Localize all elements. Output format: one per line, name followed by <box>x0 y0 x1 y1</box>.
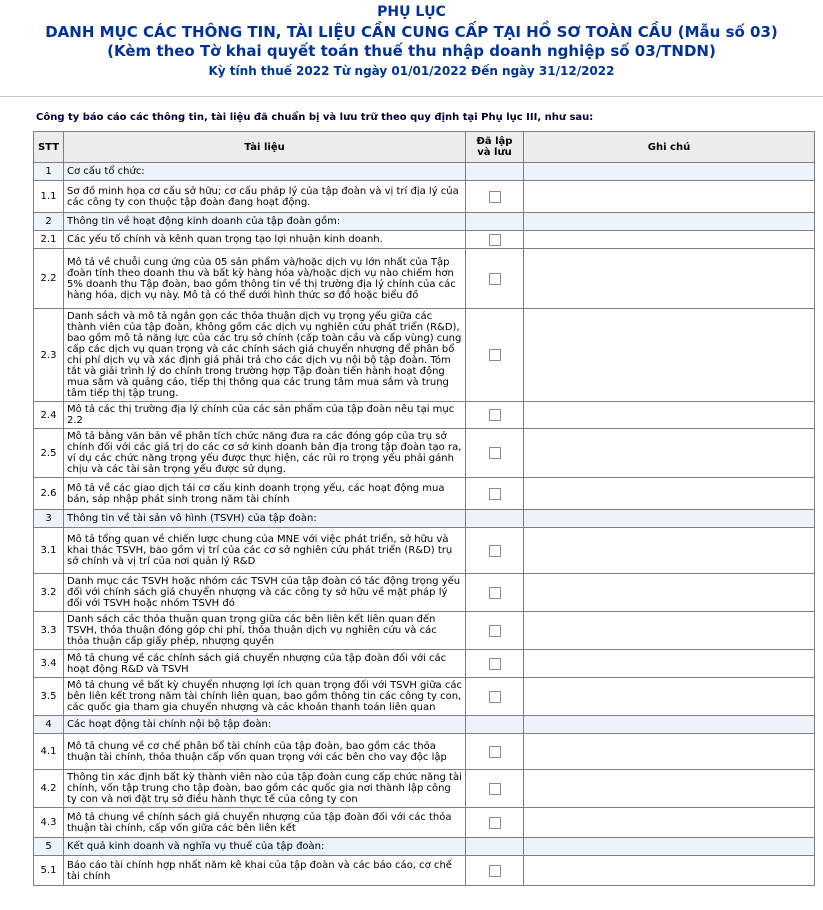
row-number: 2.6 <box>34 478 64 510</box>
saved-cell <box>466 309 524 402</box>
row-number: 1 <box>34 163 64 181</box>
document-description: Các yếu tố chính và kênh quan trọng tạo lợi nhuận kinh doanh. <box>64 231 466 249</box>
col-header-document: Tài liệu <box>64 132 466 163</box>
row-number: 3.3 <box>34 612 64 650</box>
divider <box>0 96 823 97</box>
row-number: 5.1 <box>34 856 64 886</box>
row-number: 3.1 <box>34 528 64 574</box>
document-description: Thông tin về hoạt động kinh doanh của tập đoàn gồm: <box>64 213 466 231</box>
saved-checkbox[interactable] <box>489 349 501 361</box>
note-cell[interactable] <box>524 528 815 574</box>
table-row <box>34 478 815 510</box>
note-cell[interactable] <box>524 574 815 612</box>
section-row <box>34 213 815 231</box>
table-row <box>34 429 815 478</box>
col-header-saved: Đã lập và lưu <box>466 132 524 163</box>
section-row <box>34 510 815 528</box>
document-description: Mô tả chung về chính sách giá chuyển nhượng của tập đoàn đối với các thỏa thuận tài chính, cấp vốn giữa các bên liên kết <box>64 808 466 838</box>
row-number: 2.5 <box>34 429 64 478</box>
saved-cell <box>466 838 524 856</box>
row-number: 2.1 <box>34 231 64 249</box>
document-description: Danh mục các TSVH hoặc nhóm các TSVH của tập đoàn có tác động trọng yếu đối với chính sách giá chuyển nhượng và các công ty sở hữu về mặt pháp lý đối với TSVH hoặc nhóm TSVH đó <box>64 574 466 612</box>
saved-checkbox[interactable] <box>489 783 501 795</box>
document-description: Cơ cấu tổ chức: <box>64 163 466 181</box>
saved-cell <box>466 770 524 808</box>
document-description: Mô tả về chuỗi cung ứng của 05 sản phẩm và/hoặc dịch vụ lớn nhất của Tập đoàn tính theo doanh thu và bất kỳ hàng hóa và/hoặc dịch vụ nào chiếm hơn 5% doanh thu Tập đoàn, bao gồm thông tin về thị trường địa lý chính của các hàng hóa, dịch vụ này. Mô tả có thể dưới hình thức sơ đồ hoặc biểu đồ <box>64 249 466 309</box>
document-description: Các hoạt động tài chính nội bộ tập đoàn: <box>64 716 466 734</box>
document-description: Danh sách và mô tả ngắn gọn các thỏa thuận dịch vụ trọng yếu giữa các thành viên của tập đoàn, không gồm các dịch vụ nghiên cứu phát triển (R&D), bao gồm mô tả năng lực của các trụ sở chính (cấp toàn cầu và cấp vùng) cung cấp các dịch vụ quan trọng và các chính sách giá chuyển nhượng để phân bổ chi phí dịch vụ và xác định giá phải trả cho các dịch vụ nội bộ tập đoàn. Tóm tắt và giải trình lý do chính trong trường hợp Tập đoàn tiến hành hoạt động mua sắm và quảng cáo, tiếp thị thông qua các trung tâm mua sắm và trung tâm tiếp thị tập trung. <box>64 309 466 402</box>
row-number: 2 <box>34 213 64 231</box>
intro-text: Công ty báo cáo các thông tin, tài liệu đã chuẩn bị và lưu trữ theo quy định tại Phụ lục III, như sau: <box>36 112 594 123</box>
document-description: Danh sách các thỏa thuận quan trọng giữa các bên liên kết liên quan đến TSVH, thỏa thuận đóng góp chi phí, thỏa thuận dịch vụ nghiên cứu và các thỏa thuận cấp giấy phép, nhượng quyền <box>64 612 466 650</box>
note-cell[interactable] <box>524 309 815 402</box>
saved-checkbox[interactable] <box>489 658 501 670</box>
row-number: 4.2 <box>34 770 64 808</box>
saved-checkbox[interactable] <box>489 865 501 877</box>
row-number: 3 <box>34 510 64 528</box>
table-row <box>34 734 815 770</box>
saved-checkbox[interactable] <box>489 191 501 203</box>
document-description: Thông tin về tài sản vô hình (TSVH) của tập đoàn: <box>64 510 466 528</box>
row-number: 4.3 <box>34 808 64 838</box>
document-description: Mô tả bằng văn bản về phân tích chức năng đưa ra các đóng góp của trụ sở chính đối với các giá trị do các cơ sở kinh doanh bản địa trong tập đoàn tạo ra, ví dụ các chức năng trọng yếu được thực hiện, các rủi ro trọng yếu phải gánh chịu và các tài sản trọng yếu được sử dụng. <box>64 429 466 478</box>
note-cell[interactable] <box>524 249 815 309</box>
table-row <box>34 770 815 808</box>
saved-checkbox[interactable] <box>489 817 501 829</box>
section-row <box>34 716 815 734</box>
note-cell[interactable] <box>524 231 815 249</box>
document-description: Kết quả kinh doanh và nghĩa vụ thuế của tập đoàn: <box>64 838 466 856</box>
note-cell[interactable] <box>524 856 815 886</box>
appendix-title: PHỤ LỤC <box>377 4 446 20</box>
document-description: Mô tả các thị trường địa lý chính của các sản phẩm của tập đoàn nêu tại mục 2.2 <box>64 402 466 429</box>
saved-cell <box>466 249 524 309</box>
saved-cell <box>466 650 524 678</box>
document-description: Thông tin xác định bất kỳ thành viên nào của tập đoàn cung cấp chức năng tài chính, vốn tập trung cho tập đoàn, bao gồm các quốc gia nơi thành lập công ty con và nơi đặt trụ sở điều hành thực tế của công ty con <box>64 770 466 808</box>
document-description: Sơ đồ minh họa cơ cấu sở hữu; cơ cấu pháp lý của tập đoàn và vị trí địa lý của các công ty con thuộc tập đoàn đang hoạt động. <box>64 181 466 213</box>
col-header-stt: STT <box>34 132 64 163</box>
row-number: 3.5 <box>34 678 64 716</box>
row-number: 3.4 <box>34 650 64 678</box>
note-cell <box>524 213 815 231</box>
saved-checkbox[interactable] <box>489 409 501 421</box>
note-cell[interactable] <box>524 402 815 429</box>
row-number: 4 <box>34 716 64 734</box>
form-title: DANH MỤC CÁC THÔNG TIN, TÀI LIỆU CẦN CUNG CẤP TẠI HỒ SƠ TOÀN CẦU (Mẫu số 03) <box>45 23 778 41</box>
row-number: 3.2 <box>34 574 64 612</box>
table-row <box>34 856 815 886</box>
table-row <box>34 402 815 429</box>
table-row <box>34 650 815 678</box>
documents-table <box>33 131 815 886</box>
table-row <box>34 181 815 213</box>
saved-cell <box>466 574 524 612</box>
document-description: Mô tả chung về các chính sách giá chuyển nhượng của tập đoàn đối với các hoạt động R&D và TSVH <box>64 650 466 678</box>
table-row <box>34 309 815 402</box>
note-cell[interactable] <box>524 612 815 650</box>
document-description: Mô tả chung về bất kỳ chuyển nhượng lợi ích quan trọng đối với TSVH giữa các bên liên kết trong năm tài chính liên quan, bao gồm thông tin các công ty con, các quốc gia tham gia chuyển nhượng và các khoản thanh toán liên quan <box>64 678 466 716</box>
note-cell <box>524 163 815 181</box>
saved-checkbox[interactable] <box>489 746 501 758</box>
note-cell[interactable] <box>524 429 815 478</box>
form-subtitle: (Kèm theo Tờ khai quyết toán thuế thu nhập doanh nghiệp số 03/TNDN) <box>107 42 716 60</box>
saved-cell <box>466 716 524 734</box>
table-row <box>34 612 815 650</box>
saved-checkbox[interactable] <box>489 488 501 500</box>
saved-checkbox[interactable] <box>489 691 501 703</box>
note-cell <box>524 838 815 856</box>
saved-checkbox[interactable] <box>489 625 501 637</box>
note-cell <box>524 510 815 528</box>
saved-checkbox[interactable] <box>489 545 501 557</box>
table-row <box>34 231 815 249</box>
table-row <box>34 249 815 309</box>
saved-checkbox[interactable] <box>489 234 501 246</box>
document-description: Mô tả về các giao dịch tái cơ cấu kinh doanh trọng yếu, các hoạt động mua bán, sáp nhập phát sinh trong năm tài chính <box>64 478 466 510</box>
saved-cell <box>466 213 524 231</box>
section-row <box>34 163 815 181</box>
table-row <box>34 528 815 574</box>
saved-cell <box>466 181 524 213</box>
row-number: 2.2 <box>34 249 64 309</box>
saved-cell <box>466 231 524 249</box>
saved-cell <box>466 478 524 510</box>
saved-cell <box>466 163 524 181</box>
table-row <box>34 574 815 612</box>
section-row <box>34 838 815 856</box>
note-cell[interactable] <box>524 808 815 838</box>
note-cell[interactable] <box>524 478 815 510</box>
saved-cell <box>466 734 524 770</box>
document-description: Mô tả chung về cơ chế phân bổ tài chính của tập đoàn, bao gồm các thỏa thuận tài chính, thỏa thuận cấp vốn quan trọng với các bên cho vay độc lập <box>64 734 466 770</box>
note-cell[interactable] <box>524 770 815 808</box>
saved-checkbox[interactable] <box>489 587 501 599</box>
note-cell[interactable] <box>524 734 815 770</box>
row-number: 2.4 <box>34 402 64 429</box>
tax-period: Kỳ tính thuế 2022 Từ ngày 01/01/2022 Đến ngày 31/12/2022 <box>208 64 615 78</box>
saved-cell <box>466 429 524 478</box>
saved-checkbox[interactable] <box>489 447 501 459</box>
document-description: Báo cáo tài chính hợp nhất năm kê khai của tập đoàn và các báo cáo, cơ chế tài chính <box>64 856 466 886</box>
note-cell[interactable] <box>524 181 815 213</box>
document-description: Mô tả tổng quan về chiến lược chung của MNE với việc phát triển, sở hữu và khai thác TSVH, bao gồm vị trí của các cơ sở nghiên cứu phát triển (R&D) trụ sở chính và vị trí của nơi quản lý R&D <box>64 528 466 574</box>
saved-cell <box>466 856 524 886</box>
table-row <box>34 808 815 838</box>
row-number: 1.1 <box>34 181 64 213</box>
table-header-row <box>34 132 815 163</box>
saved-cell <box>466 402 524 429</box>
table-row <box>34 678 815 716</box>
saved-cell <box>466 678 524 716</box>
note-cell[interactable] <box>524 678 815 716</box>
saved-checkbox[interactable] <box>489 273 501 285</box>
row-number: 4.1 <box>34 734 64 770</box>
saved-cell <box>466 528 524 574</box>
saved-cell <box>466 808 524 838</box>
saved-cell <box>466 510 524 528</box>
row-number: 2.3 <box>34 309 64 402</box>
row-number: 5 <box>34 838 64 856</box>
saved-cell <box>466 612 524 650</box>
col-header-note: Ghi chú <box>524 132 815 163</box>
note-cell <box>524 716 815 734</box>
note-cell[interactable] <box>524 650 815 678</box>
